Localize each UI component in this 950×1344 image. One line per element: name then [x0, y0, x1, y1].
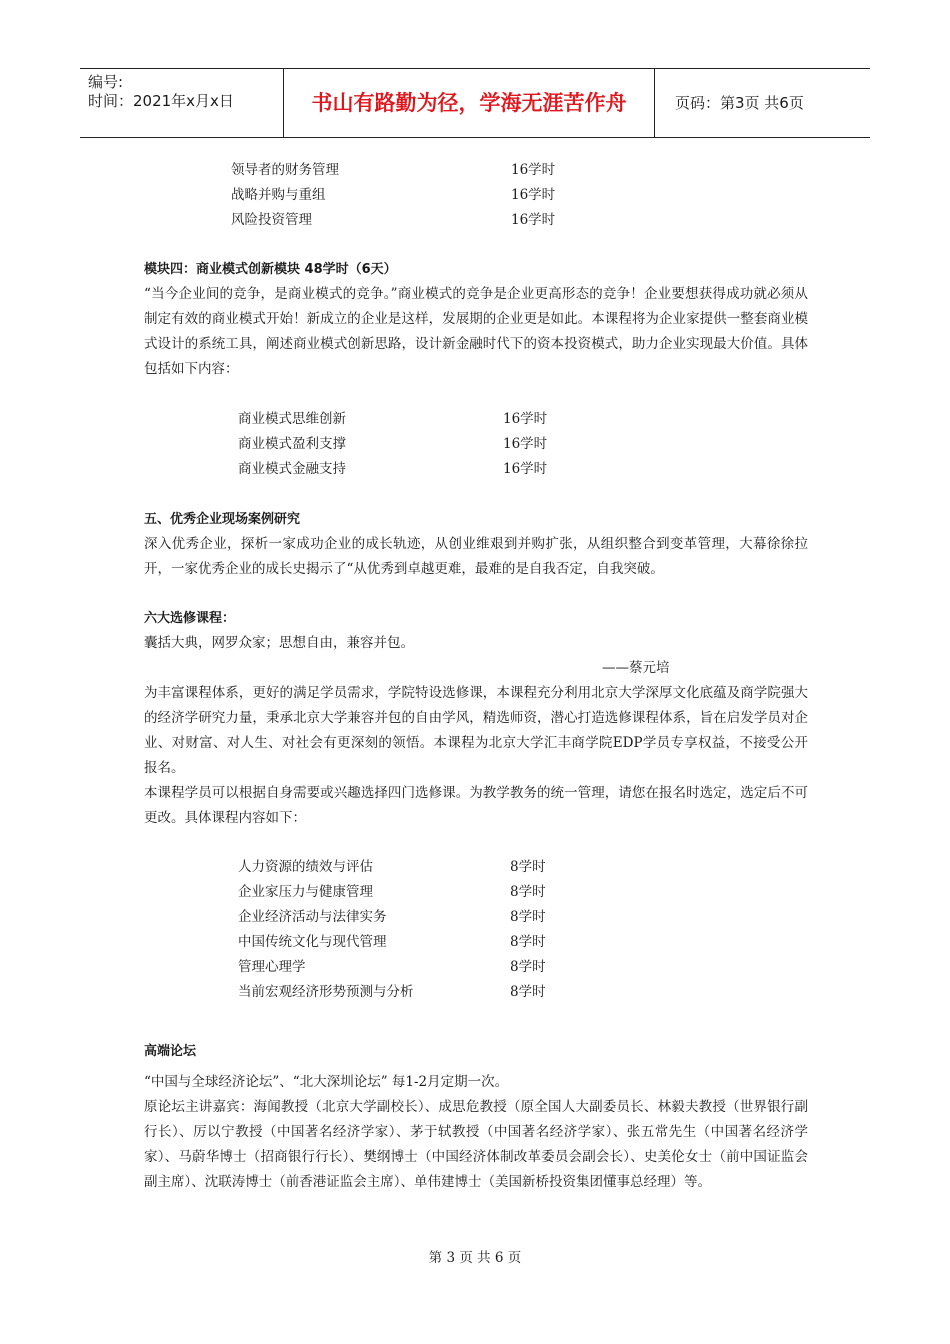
- course-name: 领导者的财务管理: [231, 162, 339, 178]
- module4-paragraph: “当今企业间的竞争，是商业模式的竞争。”商业模式的竞争是企业更高形态的竞争！企业要想获得成功就必须从制定有效的商业模式开始！新成立的企业是这样，发展期的企业更是如此。本课程将为企业家提供一整套商业模式设计的系统工具，阐述商业模式创新思路，设计新金融时代下的资本投资模式，助力企业实现最大价值。具体包括如下内容：: [144, 286, 808, 377]
- course-hours: 8学时: [510, 984, 546, 1000]
- forum-line: “中国与全球经济论坛”、“北大深圳论坛” 每1-2月定期一次。: [144, 1074, 509, 1090]
- course-hours: 8学时: [510, 959, 546, 975]
- course-name: 管理心理学: [238, 959, 306, 975]
- course-row: [0, 955, 950, 980]
- course-hours: 16学时: [511, 212, 556, 228]
- section6-paragraph-2: 本课程学员可以根据自身需要或兴趣选择四门选修课。为教学教务的统一管理，请您在报名时选定，选定后不可更改。具体课程内容如下：: [144, 785, 808, 826]
- course-name: 风险投资管理: [231, 212, 312, 228]
- course-row: [0, 158, 950, 183]
- course-row: [0, 208, 950, 233]
- section5-title: 五、优秀企业现场案例研究: [144, 512, 301, 527]
- date-label: 时间：2021年x月x日: [88, 92, 234, 110]
- section6-paragraph-1: 为丰富课程体系，更好的满足学员需求，学院特设选修课，本课程充分利用北京大学深厚文化底蕴及商学院强大的经济学研究力量，秉承北京大学兼容并包的自由学风，精选师资，潜心打造选修课程体系，旨在启发学员对企业、对财富、对人生、对社会有更深刻的领悟。本课程为北京大学汇丰商学院EDP学员专享权益，不接受公开报名。: [144, 685, 808, 776]
- section5-paragraph: 深入优秀企业，探析一家成功企业的成长轨迹，从创业维艰到并购扩张，从组织整合到变革管理，大幕徐徐拉开，一家优秀企业的成长史揭示了“从优秀到卓越更难，最难的是自我否定，自我突破。: [144, 536, 808, 577]
- section6-title: 六大选修课程：: [144, 611, 236, 626]
- course-row: [0, 880, 950, 905]
- course-hours: 16学时: [503, 411, 548, 427]
- number-label: 编号:: [88, 73, 124, 91]
- course-hours: 8学时: [510, 934, 546, 950]
- course-hours: 8学时: [510, 884, 546, 900]
- course-name: 商业模式金融支持: [238, 461, 346, 477]
- course-row: [0, 980, 950, 1005]
- forum-paragraph: 原论坛主讲嘉宾：海闻教授（北京大学副校长）、成思危教授（原全国人大副委员长、林毅夫教授（世界银行副行长）、厉以宁教授（中国著名经济学家）、茅于轼教授（中国著名经济学家）、张五常先生（中国著名经济学家）、马蔚华博士（招商银行行长）、樊纲博士（中国经济体制改革委员会副会长）、史美伦女士（前中国证监会副主席）、沈联涛博士（前香港证监会主席）、单伟建博士（美国新桥投资集团懂事总经理）等。: [144, 1099, 808, 1190]
- course-hours: 16学时: [503, 461, 548, 477]
- header-meta: [80, 69, 283, 141]
- header-page-label: [665, 69, 870, 137]
- course-row: [0, 457, 950, 482]
- course-row: [0, 183, 950, 208]
- course-row: [0, 930, 950, 955]
- course-name: 人力资源的绩效与评估: [238, 859, 373, 875]
- course-hours: 8学时: [510, 859, 546, 875]
- course-name: 当前宏观经济形势预测与分析: [238, 984, 414, 1000]
- course-hours: 16学时: [503, 436, 548, 452]
- course-row: [0, 407, 950, 432]
- page-header: [80, 68, 870, 138]
- course-name: 战略并购与重组: [231, 187, 326, 203]
- section6-quote: 囊括大典，网罗众家；思想自由，兼容并包。: [144, 635, 414, 651]
- page-footer: 第 3 页 共 6 页: [428, 1250, 522, 1266]
- page-label: 页码：第3页 共6页: [675, 94, 804, 112]
- course-hours: 8学时: [510, 909, 546, 925]
- course-name: 商业模式思维创新: [238, 411, 346, 427]
- course-hours: 16学时: [511, 162, 556, 178]
- forum-title: 高端论坛: [144, 1044, 197, 1059]
- course-name: 企业家压力与健康管理: [238, 884, 373, 900]
- course-name: 企业经济活动与法律实务: [238, 909, 387, 925]
- course-row: [0, 905, 950, 930]
- course-name: 中国传统文化与现代管理: [238, 934, 387, 950]
- header-motto: 书山有路勤为径，学海无涯苦作舟: [283, 69, 655, 137]
- course-row: [0, 432, 950, 457]
- course-row: [0, 855, 950, 880]
- course-hours: 16学时: [511, 187, 556, 203]
- section6-quote-author: ——蔡元培: [602, 660, 670, 676]
- course-name: 商业模式盈利支撑: [238, 436, 346, 452]
- module4-title: 模块四：商业模式创新模块 48学时（6天）: [144, 262, 397, 277]
